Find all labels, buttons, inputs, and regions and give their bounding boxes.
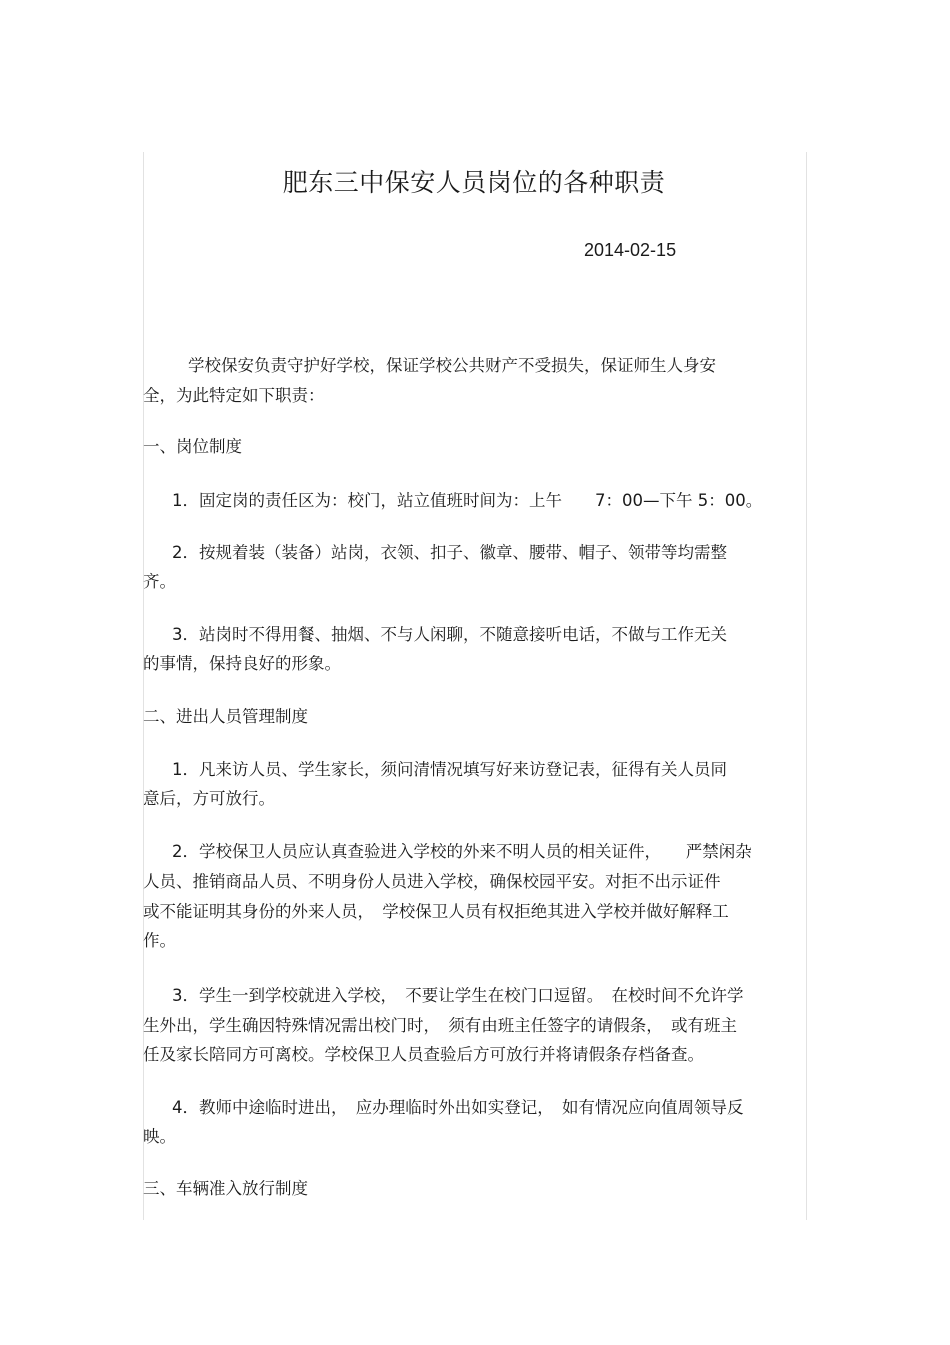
s2-item4-line-1: 4．教师中途临时进出， 应办理临时外出如实登记， 如有情况应向值周领导反 — [172, 1098, 744, 1117]
document-date: 2014-02-15 — [584, 240, 677, 260]
s2-item1-line-2: 意后，方可放行。 — [143, 789, 275, 808]
s1-item1-line-1: 1．固定岗的责任区为：校门，站立值班时间为：上午 7：00—下午 5：00。 — [172, 491, 763, 510]
s1-item2-line-1: 2．按规着装（装备）站岗，衣领、扣子、徽章、腰带、帽子、领带等均需整 — [172, 543, 727, 562]
s2-item3-line-3: 任及家长陪同方可离校。学校保卫人员查验后方可放行并将请假条存档备查。 — [143, 1045, 704, 1064]
s1-item2-line-2: 齐。 — [143, 572, 176, 591]
section-heading-3: 三、车辆准入放行制度 — [143, 1179, 308, 1198]
s2-item2-line-3: 或不能证明其身份的外来人员， 学校保卫人员有权拒绝其进入学校并做好解释工 — [143, 902, 729, 921]
s2-item3-line-2: 生外出，学生确因特殊情况需出校门时， 须有由班主任签字的请假条， 或有班主 — [143, 1016, 737, 1035]
s2-item1-line-1: 1．凡来访人员、学生家长，须问清情况填写好来访登记表，征得有关人员同 — [172, 760, 727, 779]
document-title: 肥东三中保安人员岗位的各种职责 — [282, 168, 666, 197]
intro-line-1: 学校保安负责守护好学校，保证学校公共财产不受损失，保证师生人身安 — [188, 356, 716, 375]
s2-item2-line-4: 作。 — [143, 931, 176, 950]
intro-line-2: 全，为此特定如下职责： — [143, 386, 325, 405]
s2-item2-line-1: 2．学校保卫人员应认真查验进入学校的外来不明人员的相关证件， 严禁闲杂 — [172, 842, 752, 861]
s2-item4-line-2: 映。 — [143, 1127, 176, 1146]
s2-item3-line-1: 3．学生一到学校就进入学校， 不要让学生在校门口逗留。 在校时间不允许学 — [172, 986, 744, 1005]
section-heading-2: 二、进出人员管理制度 — [143, 707, 308, 726]
s1-item3-line-1: 3．站岗时不得用餐、抽烟、不与人闲聊，不随意接听电话，不做与工作无关 — [172, 625, 727, 644]
section-heading-1: 一、岗位制度 — [143, 437, 242, 456]
s1-item3-line-2: 的事情，保持良好的形象。 — [143, 654, 341, 673]
s2-item2-line-2: 人员、推销商品人员、不明身份人员进入学校，确保校园平安。对拒不出示证件 — [143, 872, 721, 891]
